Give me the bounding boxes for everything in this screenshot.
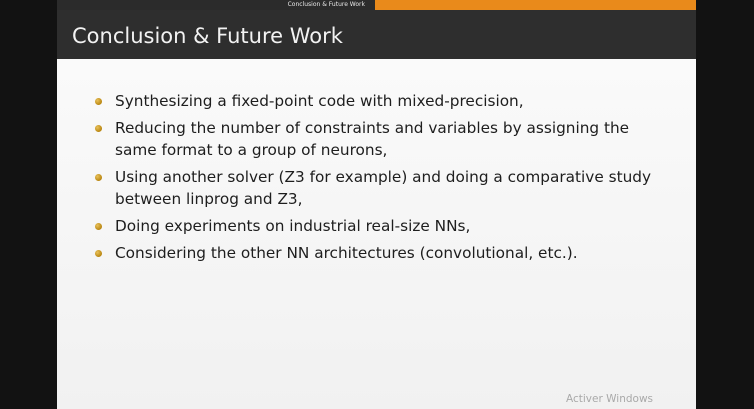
- activation-watermark: Activer Windows: [566, 393, 654, 405]
- bullet-icon: [95, 125, 102, 132]
- nav-accent-bar: [375, 0, 696, 10]
- bullet-icon: [95, 223, 102, 230]
- list-item: [91, 166, 671, 210]
- slide-header: [57, 10, 696, 59]
- list-item-text: Doing experiments on industrial real-size NNs,: [115, 217, 471, 235]
- list-item-text: Using another solver (Z3 for example) and doing a comparative study between linprog and Z3,: [115, 168, 652, 208]
- list-item: [91, 215, 671, 237]
- slide-title: Conclusion & Future Work: [72, 24, 343, 48]
- list-item-text: Synthesizing a fixed-point code with mixed-precision,: [115, 92, 524, 110]
- list-item: [91, 117, 671, 161]
- left-border: [0, 0, 57, 409]
- presentation-slide: [57, 0, 696, 409]
- list-item-text: Reducing the number of constraints and variables by assigning the same format to a group of neurons,: [115, 119, 630, 159]
- bullet-icon: [95, 250, 102, 257]
- nav-section-label[interactable]: Conclusion & Future Work: [57, 0, 375, 10]
- list-item: [91, 242, 671, 264]
- right-border: [696, 0, 754, 409]
- bullet-icon: [95, 174, 102, 181]
- slide-navigation-bar: [57, 0, 696, 10]
- bullet-list: [91, 90, 671, 269]
- list-item-text: Considering the other NN architectures (convolutional, etc.).: [115, 244, 578, 262]
- bullet-icon: [95, 98, 102, 105]
- list-item: [91, 90, 671, 112]
